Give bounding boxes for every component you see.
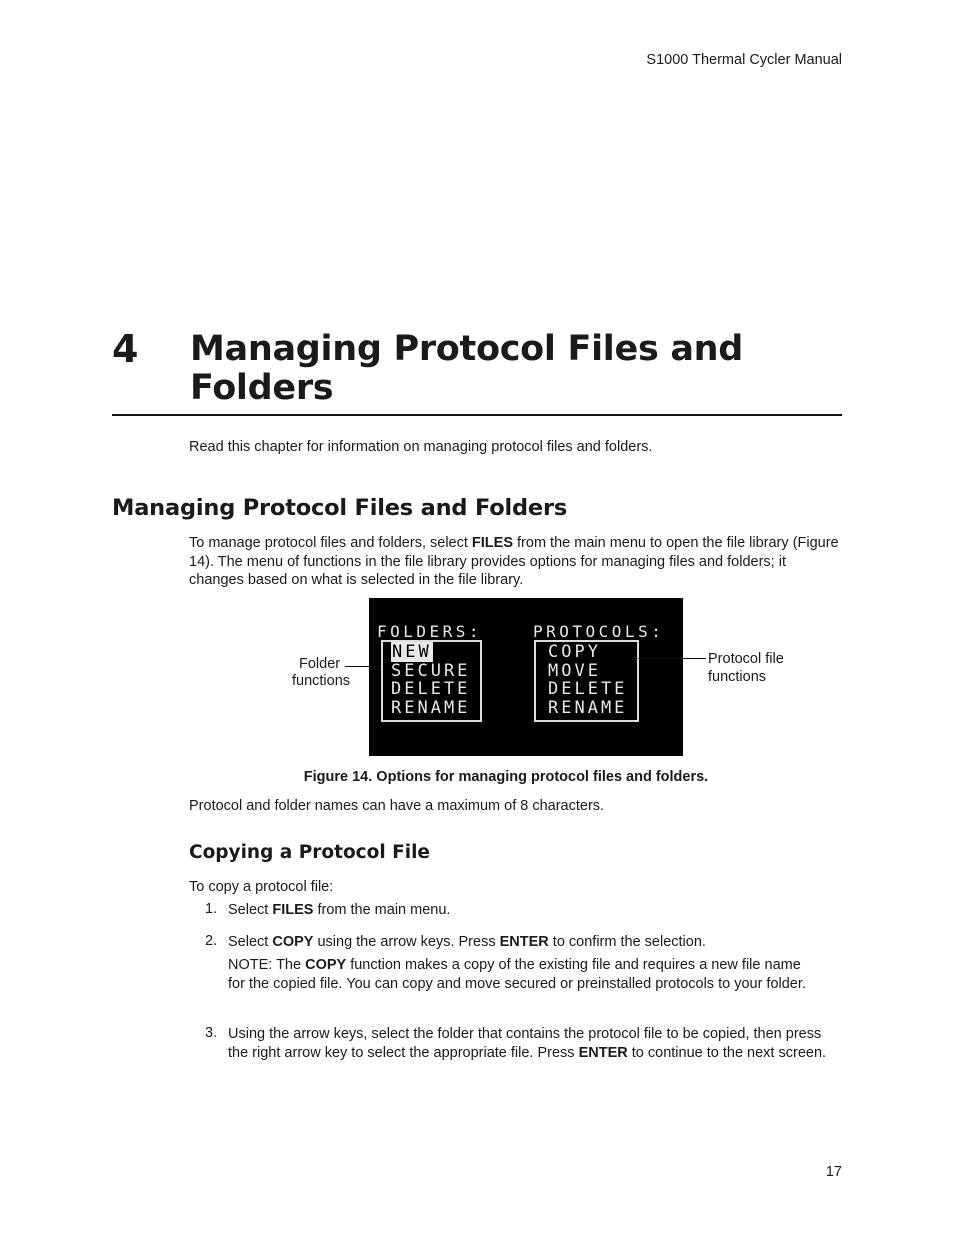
folder-item-delete[interactable]: DELETE bbox=[391, 679, 471, 699]
text-run: from the main menu. bbox=[313, 902, 451, 918]
text-run: Using the arrow keys, select the folder that contains the protocol file to be copied, then press the right arrow key to select the appropriate file. Press bbox=[228, 1026, 822, 1061]
protocol-functions-box bbox=[534, 640, 639, 722]
copy-keyword: COPY bbox=[272, 934, 314, 950]
callout-folder-2: functions bbox=[292, 673, 351, 689]
copy-keyword: COPY bbox=[305, 957, 347, 973]
chapter-intro: Read this chapter for information on managing protocol files and folders. bbox=[189, 439, 653, 455]
step-number: 1. bbox=[205, 901, 218, 917]
protocols-label: PROTOCOLS: bbox=[533, 622, 665, 641]
text-run: from the main menu to open the file library (Figure 14). The menu of functions in the file library provides options for managing files and folders; it changes based on what is selected in the file library. bbox=[189, 535, 839, 588]
chapter-title: Managing Protocol Files and Folders bbox=[190, 329, 744, 408]
copy-note bbox=[228, 956, 808, 993]
enter-keyword: ENTER bbox=[578, 1044, 628, 1061]
folders-label: FOLDERS: bbox=[377, 622, 483, 641]
protocol-function-list bbox=[548, 643, 627, 717]
files-keyword: FILES bbox=[272, 902, 314, 918]
section-heading: Managing Protocol Files and Folders bbox=[112, 495, 568, 521]
step-2-text bbox=[228, 933, 840, 952]
folder-item-new[interactable]: NEW bbox=[392, 642, 432, 662]
text-run: to continue to the next screen. bbox=[627, 1044, 827, 1061]
text-run: to confirm the selection. bbox=[548, 934, 706, 950]
lcd-screen-figure bbox=[369, 598, 683, 756]
text-run: Select bbox=[228, 902, 273, 918]
protocol-item-copy[interactable]: COPY bbox=[548, 642, 601, 662]
text-run: using the arrow keys. Press bbox=[313, 934, 500, 950]
callout-protocol-2: functions bbox=[708, 669, 767, 685]
text-run: NOTE: The bbox=[228, 957, 306, 973]
folder-item-rename[interactable]: RENAME bbox=[391, 697, 471, 718]
protocol-item-move[interactable]: MOVE bbox=[548, 660, 601, 681]
callout-protocol: Protocol file bbox=[708, 651, 784, 667]
text-run: Select bbox=[228, 934, 273, 950]
chapter-number: 4 bbox=[112, 327, 139, 371]
protocol-item-rename[interactable]: RENAME bbox=[548, 697, 628, 718]
page-number: 17 bbox=[825, 1164, 842, 1180]
subsection-heading: Copying a Protocol File bbox=[189, 842, 430, 863]
folder-functions-box bbox=[381, 640, 482, 722]
running-header: S1000 Thermal Cycler Manual bbox=[646, 52, 842, 68]
steps-lead: To copy a protocol file: bbox=[189, 879, 334, 895]
protocol-item-delete[interactable]: DELETE bbox=[548, 679, 628, 699]
step-number: 2. bbox=[205, 933, 218, 949]
step-number: 3. bbox=[205, 1025, 218, 1041]
callout-tick-left bbox=[380, 666, 381, 670]
folder-item-secure[interactable]: SECURE bbox=[391, 660, 471, 681]
callout-line-right bbox=[638, 658, 706, 659]
section-paragraph bbox=[189, 534, 841, 590]
folder-function-list bbox=[391, 643, 470, 717]
text-run: To manage protocol files and folders, select bbox=[189, 535, 472, 551]
step-3-text bbox=[228, 1025, 840, 1062]
enter-keyword: ENTER bbox=[499, 934, 549, 950]
text-run: function makes a copy of the existing file and requires a new file name for the copied file. You can copy and move secured or preinstalled protocols to your folder. bbox=[228, 957, 806, 992]
callout-folder: Folder bbox=[299, 656, 341, 672]
files-keyword: FILES bbox=[471, 535, 513, 551]
chapter-rule bbox=[112, 414, 842, 416]
names-note: Protocol and folder names can have a maximum of 8 characters. bbox=[189, 798, 605, 814]
callout-line-left bbox=[345, 666, 381, 667]
step-1-text bbox=[228, 901, 840, 920]
figure-caption: Figure 14. Options for managing protocol files and folders. bbox=[303, 769, 709, 785]
